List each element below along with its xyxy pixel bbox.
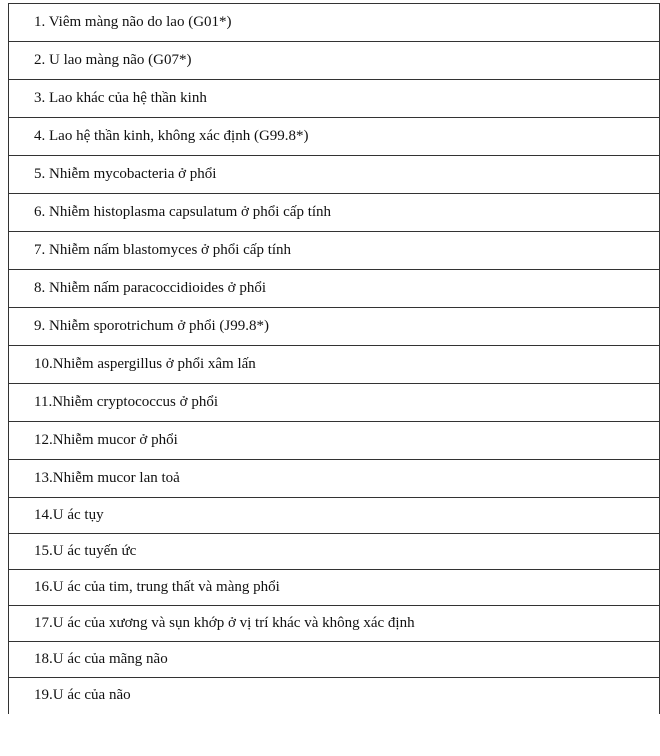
table-cell: 16.U ác của tim, trung thất và màng phổi	[9, 570, 660, 606]
table-cell: 4. Lao hệ thần kinh, không xác định (G99.8*)	[9, 118, 660, 156]
disease-list-table	[8, 3, 660, 714]
table-row	[9, 308, 660, 346]
table-cell: 11.Nhiễm cryptococcus ở phổi	[9, 384, 660, 422]
table-cell: 2. U lao màng não (G07*)	[9, 42, 660, 80]
table-cell: 6. Nhiễm histoplasma capsulatum ở phổi cấp tính	[9, 194, 660, 232]
table-row	[9, 156, 660, 194]
table-row	[9, 194, 660, 232]
table-cell: 9. Nhiễm sporotrichum ở phổi (J99.8*)	[9, 308, 660, 346]
table-cell: 18.U ác của mãng não	[9, 642, 660, 678]
table-cell: 17.U ác của xương và sụn khớp ở vị trí khác và không xác định	[9, 606, 660, 642]
table-cell: 12.Nhiễm mucor ở phổi	[9, 422, 660, 460]
table-row	[9, 678, 660, 714]
table-row	[9, 534, 660, 570]
table-row	[9, 232, 660, 270]
table-cell: 8. Nhiễm nấm paracoccidioides ở phổi	[9, 270, 660, 308]
table-row	[9, 118, 660, 156]
table-row	[9, 498, 660, 534]
table-row	[9, 42, 660, 80]
table-row	[9, 4, 660, 42]
table-row	[9, 384, 660, 422]
table-row	[9, 346, 660, 384]
table-row	[9, 460, 660, 498]
table-cell: 1. Viêm màng não do lao (G01*)	[9, 4, 660, 42]
table-cell: 3. Lao khác của hệ thần kinh	[9, 80, 660, 118]
table-cell: 19.U ác của não	[9, 678, 660, 714]
table-cell: 5. Nhiễm mycobacteria ở phổi	[9, 156, 660, 194]
table-row	[9, 270, 660, 308]
table-cell: 10.Nhiễm aspergillus ở phổi xâm lấn	[9, 346, 660, 384]
table-cell: 13.Nhiễm mucor lan toả	[9, 460, 660, 498]
table-row	[9, 606, 660, 642]
table-row	[9, 80, 660, 118]
table-row	[9, 642, 660, 678]
table-row	[9, 422, 660, 460]
table-row	[9, 570, 660, 606]
table-cell: 14.U ác tụy	[9, 498, 660, 534]
table-cell: 7. Nhiễm nấm blastomyces ở phổi cấp tính	[9, 232, 660, 270]
table-cell: 15.U ác tuyến ức	[9, 534, 660, 570]
